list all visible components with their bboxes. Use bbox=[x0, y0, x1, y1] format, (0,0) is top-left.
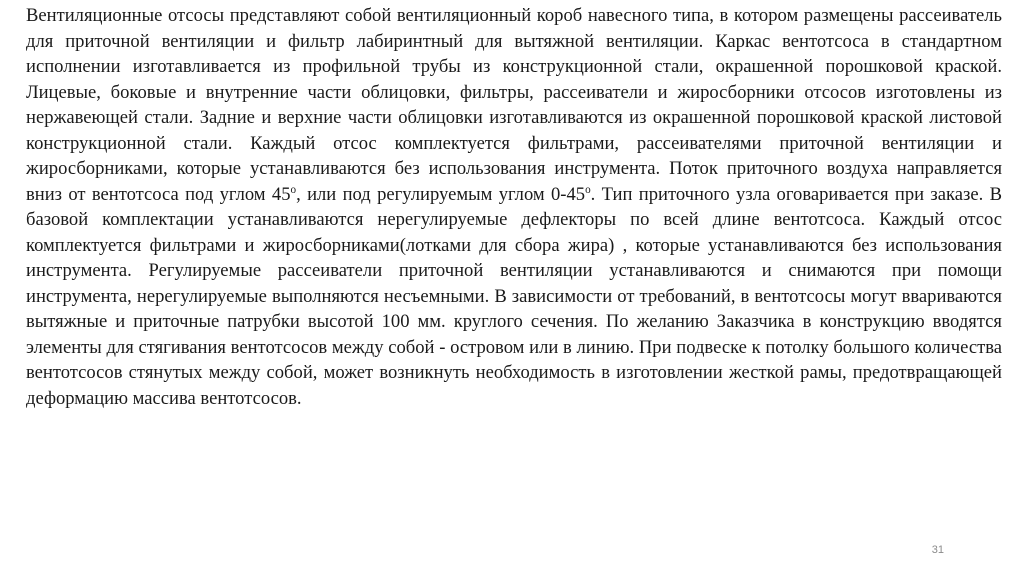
degree-superscript-2: о bbox=[585, 183, 591, 196]
body-text bbox=[26, 3, 1002, 411]
degree-superscript-1: о bbox=[290, 183, 297, 196]
body-text-part-3: . Тип приточного узла оговаривается при заказе. В базовой комплектации устанавливаются нерегулируемые дефлекторы по всей длине вентотсоса. Каждый отсос комплектуется фильтрами и жиросборниками(лотками для сбора жира) , которые устанавливаются без использования инструмента. Регулируемые рассеиватели приточной вентиляции устанавливаются и снимаются при помощи инструмента, нерегулируемые выполняются несъемными. В зависимости от требований, в вентотсосы могут ввариваются вытяжные и приточные патрубки высотой 100 мм. круглого сечения. По желанию Заказчика в конструкцию вводятся элементы для стягивания вентотсосов между собой - островом или в линию. При подвеске к потолку большого количества вентотсосов стянутых между собой, может возникнуть необходимость в изготовлении жесткой рамы, предотвращающей деформацию массива вентотсосов. bbox=[26, 183, 1002, 409]
page-number: 31 bbox=[931, 544, 944, 556]
body-text-part-1: Вентиляционные отсосы представляют собой вентиляционный короб навесного типа, в котором размещены рассеиватель для приточной вентиляции и фильтр лабиринтный для вытяжной вентиляции. Каркас вентотсоса в стандартном исполнении изготавливается из профильной трубы из конструкционной стали, окрашенной порошковой краской. Лицевые, боковые и внутренние части облицовки, фильтры, рассеиватели и жиросборники отсосов изготовлены из нержавеющей стали. Задние и верхние части облицовки изготавливаются из окрашенной порошковой краской листовой конструкционной стали. Каждый отсос комплектуется фильтрами, рассеивателями приточной вентиляции и жиросборниками, которые устанавливаются без использования инструмента. Поток приточного воздуха направляется вниз от вентотсоса под углом 45 bbox=[26, 5, 1002, 205]
body-text-part-2: , или под регулируемым углом 0-45 bbox=[296, 183, 586, 205]
